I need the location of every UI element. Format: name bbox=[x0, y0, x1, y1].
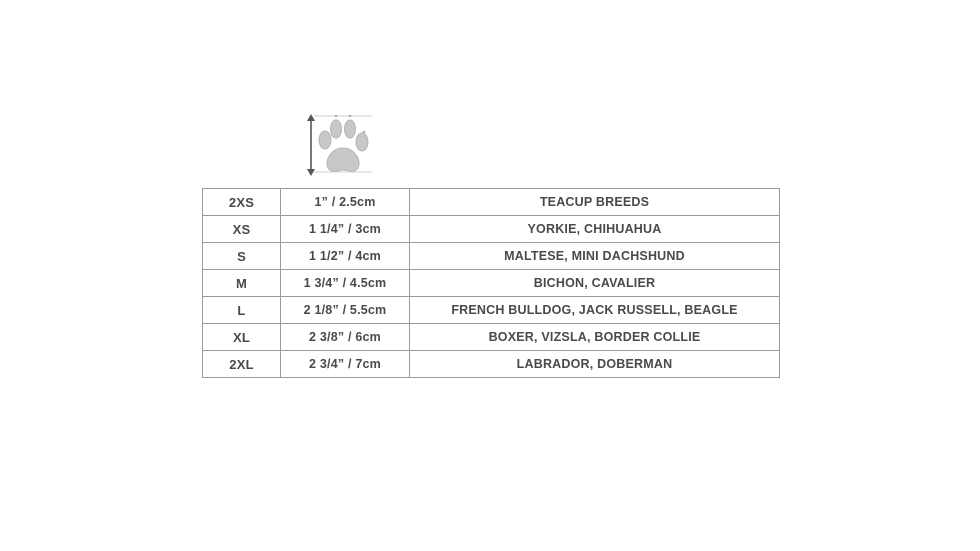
measurement-text: 1 3/4” / 4.5cm bbox=[303, 276, 387, 290]
breed-cell: LABRADOR, DOBERMAN bbox=[410, 351, 780, 378]
measurement-text: 2 1/8” / 5.5cm bbox=[303, 303, 387, 317]
measurement-cell bbox=[281, 324, 410, 351]
table-row bbox=[203, 216, 780, 243]
size-cell: XS bbox=[203, 216, 281, 243]
table-row bbox=[203, 243, 780, 270]
measurement-cell bbox=[281, 351, 410, 378]
measurement-text: 1 1/4” / 3cm bbox=[309, 222, 381, 236]
table-row bbox=[203, 324, 780, 351]
breed-cell: YORKIE, CHIHUAHUA bbox=[410, 216, 780, 243]
size-cell: 2XS bbox=[203, 189, 281, 216]
vertical-measure-arrow-icon bbox=[307, 114, 315, 176]
measurement-cell bbox=[281, 189, 410, 216]
paw-icon bbox=[302, 110, 382, 180]
table-row bbox=[203, 189, 780, 216]
size-chart-table bbox=[202, 188, 780, 378]
measurement-cell bbox=[281, 297, 410, 324]
breed-cell: BOXER, VIZSLA, BORDER COLLIE bbox=[410, 324, 780, 351]
measurement-cell bbox=[281, 243, 410, 270]
measurement-text: 1 1/2” / 4cm bbox=[309, 249, 381, 263]
breed-cell: MALTESE, MINI DACHSHUND bbox=[410, 243, 780, 270]
breed-cell: FRENCH BULLDOG, JACK RUSSELL, BEAGLE bbox=[410, 297, 780, 324]
size-cell: M bbox=[203, 270, 281, 297]
table-row bbox=[203, 351, 780, 378]
breed-cell: BICHON, CAVALIER bbox=[410, 270, 780, 297]
measurement-cell bbox=[281, 216, 410, 243]
size-cell: XL bbox=[203, 324, 281, 351]
table-row bbox=[203, 297, 780, 324]
measurement-text: 1” / 2.5cm bbox=[314, 195, 376, 209]
size-cell: L bbox=[203, 297, 281, 324]
size-cell: S bbox=[203, 243, 281, 270]
table-row bbox=[203, 270, 780, 297]
measurement-text: 2 3/8” / 6cm bbox=[309, 330, 381, 344]
measurement-text: 2 3/4” / 7cm bbox=[309, 357, 381, 371]
paw-measure-figure bbox=[302, 110, 382, 180]
measurement-cell bbox=[281, 270, 410, 297]
breed-cell: TEACUP BREEDS bbox=[410, 189, 780, 216]
size-cell: 2XL bbox=[203, 351, 281, 378]
